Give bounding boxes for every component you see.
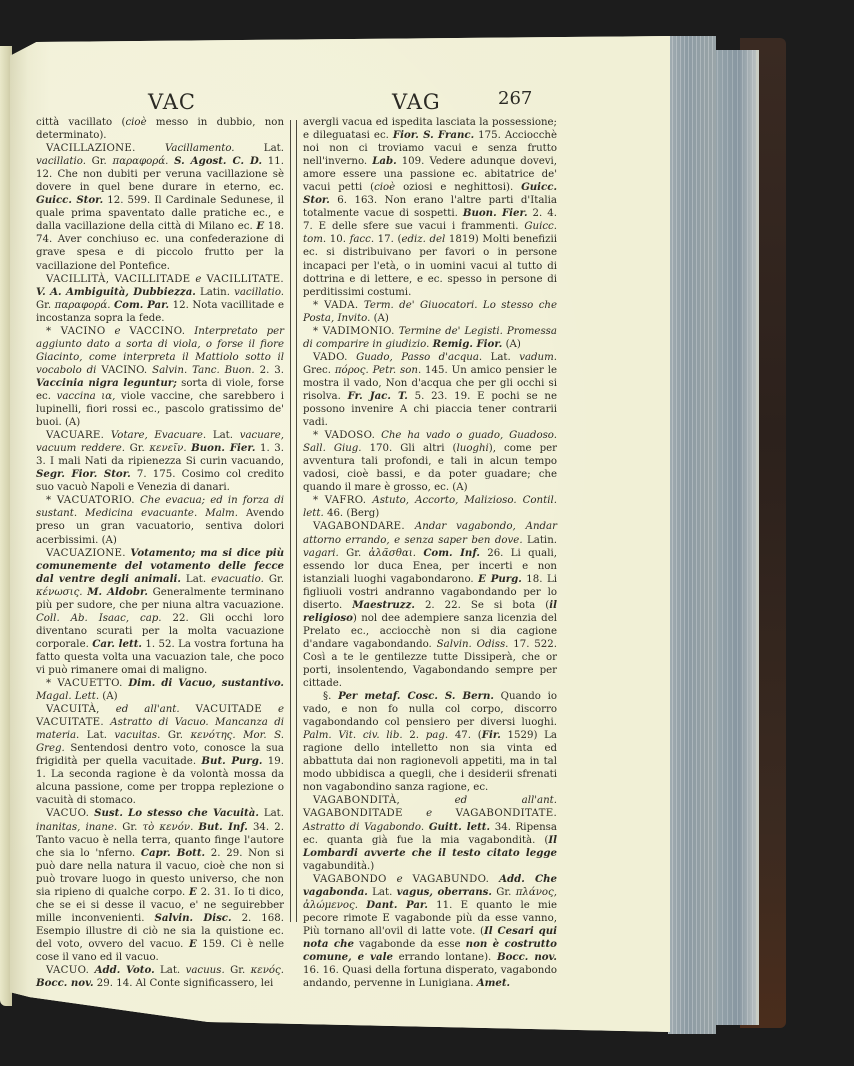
- entry-text: (A): [99, 691, 118, 703]
- citation: Segr. Fior. Stor.: [36, 468, 131, 481]
- entry-text: Sentendosi dentro voto, conosce la sua frigidità per quella vacuitade.: [36, 743, 284, 768]
- entry-text: [400, 795, 455, 806]
- italic-text: vacuare, vacuum reddere.: [36, 430, 284, 455]
- entry-text: 175. Acciocchè noi non ci troviamo vacui e senza frutto nell'inverno.: [303, 130, 557, 168]
- italic-text: Coll. Ab. Isaac, cap.: [36, 612, 162, 624]
- italic-text: Sall. Giug.: [303, 443, 362, 455]
- entry-text: Lat.: [154, 965, 186, 977]
- entry-text: 12. Nota vacillitade e incostanza sopra la fede.: [36, 299, 284, 324]
- entry-text: 2. 22. Se si bota (: [414, 599, 550, 611]
- italic-text: Votare, Evacuare.: [110, 430, 207, 442]
- entry-text: errando lontane).: [392, 952, 497, 963]
- citation: Com. Par.: [114, 298, 170, 311]
- headword: * VAFRO.: [313, 495, 367, 507]
- italic-text: Term. de' Giuocatori. Lo stesso che Posta, Invito.: [303, 299, 557, 324]
- entry-text: vagabundità.): [303, 860, 375, 872]
- italic-text: Contil. lett.: [303, 495, 557, 520]
- entry-text: viole vaccine, che sarebbero i lupinelli, fiori rossi ec., pascolo gratissimo de' buoi. (A): [36, 390, 284, 429]
- entry-text: [403, 874, 413, 885]
- citation: Bocc. nov.: [36, 977, 94, 990]
- dictionary-entry: [36, 142, 284, 272]
- entry-text: 2. 29. Non si può dare nella natura il vacuo, cioè che non si può trovare luogo in questo universo, che non sia ripieno di qualche corpo.: [36, 847, 284, 898]
- entry-text: 26. Li quali, essendo lor duca Enea, per incerti e non istanziali luoghi vagabondarono.: [303, 547, 557, 585]
- italic-text: e: [396, 873, 403, 885]
- entry-text: 34. Ripensa ec. quanta già fue la mia vagabondità. (: [303, 821, 557, 846]
- headword: * VADIMONIO.: [313, 325, 395, 337]
- dictionary-entry: [303, 351, 557, 429]
- page-number: 267: [498, 88, 533, 109]
- entry-text: Generalmente terminano più per sudore, che per niuna altra vacuazione.: [36, 586, 284, 611]
- entry-text: Gr.: [85, 156, 113, 168]
- column-divider: [290, 120, 297, 922]
- entry-text: vagabonde da esse: [354, 938, 466, 950]
- entry-text: 109. Vedere adunque dovevi, amore essere una passione ec. abitatrice de' vacui petti (: [303, 156, 557, 194]
- headword: VACUO.: [46, 965, 90, 977]
- italic-text: Termine de' Legisti. Promessa di comparire in giudizio.: [303, 325, 557, 350]
- citation: E: [189, 885, 197, 898]
- right-column: [303, 116, 557, 990]
- citation: Sust. Lo stesso che Vacuità.: [94, 807, 259, 820]
- italic-text: Mor. S. Greg.: [36, 730, 284, 755]
- citation: Dant. Par.: [366, 898, 428, 911]
- citation: Il Lombardi avverte che il testo citato legge: [303, 833, 557, 859]
- entry-text: 47. (: [448, 730, 482, 742]
- entry-text: 2.: [402, 730, 426, 742]
- italic-text: κενότης.: [190, 730, 236, 742]
- italic-text: Malm.: [205, 508, 238, 520]
- entry-text: [348, 352, 356, 363]
- entry-text: 1. 3. 3. I mali Nati da ripienezza Si curin vacuando,: [36, 443, 285, 468]
- entry-text: 170. Gli altri (: [361, 443, 457, 455]
- entry-text: [185, 326, 194, 337]
- headword: VAGABONDITATE.: [455, 808, 557, 820]
- entry-text: Gr.: [338, 547, 369, 559]
- headword: VACUITATE.: [36, 717, 104, 729]
- citation: Fior. S. Franc.: [392, 129, 475, 142]
- headword: VACUARE.: [46, 430, 105, 442]
- citation: E Purg.: [478, 572, 522, 585]
- entry-text: ) nol dee adempiere sanza licenzia del Prelato ec., acciocchè non si dia cagione d'andare vagabondando.: [303, 612, 557, 650]
- entry-text: Latin.: [522, 534, 557, 546]
- running-head-left: VAC: [148, 90, 196, 114]
- entry-text: 145. Un amico pensier le mostra il vado, Non d'acqua che per gli occhi si risolva.: [303, 364, 557, 402]
- entry-text: ), come per avventura tali profondi, e tali in alcun tempo vadosi, cioè bassi, e da poter guadare; che quando il mare è grosso, ec. (A): [303, 443, 557, 494]
- italic-text: παραφορά.: [54, 299, 111, 311]
- italic-text: vaccina ια,: [56, 390, 116, 402]
- running-head-right: VAG: [392, 90, 441, 114]
- headword: VAGABONDITADE: [303, 808, 403, 820]
- dictionary-entry: [36, 547, 284, 677]
- citation: Fir.: [481, 729, 501, 742]
- italic-text: Petr. son.: [372, 364, 422, 376]
- headword: VACUAZIONE.: [46, 547, 126, 559]
- dictionary-entry: [303, 873, 557, 990]
- headword: * VADOSO.: [313, 430, 376, 442]
- citation: But. Purg.: [201, 755, 263, 768]
- italic-text: luoghi: [456, 443, 489, 455]
- entry-text: Grec.: [303, 364, 335, 376]
- entry-text: Lat.: [258, 808, 284, 820]
- headword: VAGABONDO: [313, 873, 387, 885]
- headword: * VADA.: [313, 299, 359, 311]
- citation: Remig. Fior.: [432, 337, 503, 350]
- entry-text: §.: [323, 691, 339, 703]
- italic-text: cioè: [374, 182, 396, 194]
- citation: Lab.: [372, 155, 397, 168]
- dictionary-entry: [303, 429, 557, 494]
- entry-text: 11. 12. Che non dubiti per veruna vacillazione sè dovere in quel bene durare in eterno, ec.: [36, 156, 284, 194]
- italic-text: Astratto di Vagabondo.: [303, 821, 425, 833]
- italic-text: πόρος.: [334, 364, 369, 376]
- citation: S. Agost. C. D.: [174, 155, 263, 168]
- italic-text: ed all'ant.: [454, 795, 557, 807]
- citation: Guicc. Stor.: [303, 181, 557, 207]
- citation: E: [256, 220, 265, 233]
- entry-text: Avendo preso un gran vacuatorio, sentiva dolori acerbissimi. (A): [36, 508, 284, 546]
- entry-text: 22. Gli occhi loro diventano scurati per la molta vacuazione corporale.: [36, 612, 284, 650]
- dictionary-entry: [303, 794, 557, 872]
- italic-text: Guado, Passo d'acqua.: [356, 351, 483, 363]
- left-column: [36, 116, 284, 990]
- entry-text: VACINO.: [96, 364, 153, 376]
- entry-continuation: [36, 116, 284, 142]
- entry-text: [136, 143, 165, 154]
- italic-text: cioè: [125, 117, 147, 128]
- entry-text: 34. 2. Tanto vacuo è nella terra, quanto finge l'autore che sia lo 'nferno.: [36, 821, 284, 859]
- citation: But. Inf.: [198, 820, 248, 833]
- entry-text: [262, 704, 278, 715]
- entry-text: [100, 704, 116, 715]
- italic-text: Salvin. Tanc. Buon.: [152, 364, 255, 376]
- entry-text: 10.: [326, 234, 350, 246]
- entry-text: Quando io vado, e non fo nulla col corpo, discorro vagabondando col pensiero per diversi luoghi.: [303, 691, 557, 729]
- italic-text: ἀλᾶσθαι.: [368, 547, 416, 559]
- entry-text: [403, 808, 426, 819]
- entry-text: Lat.: [482, 351, 520, 363]
- dictionary-entry: [36, 273, 284, 325]
- entry-text: Gr.: [36, 299, 55, 311]
- entry-text: avergli vacua ed ispedita lasciata la possessione; e dileguatasi ec.: [303, 117, 557, 142]
- citation: Vaccinia nigra leguntur;: [36, 376, 177, 389]
- headword: VAGABONDARE.: [313, 521, 405, 533]
- headword: VACILLAZIONE.: [46, 143, 136, 155]
- entry-text: 19. 1. La seconda ragione è da volontà mossa da alcuna passione, come per troppa replezione o vacuità di stomaco.: [36, 756, 284, 807]
- entry-text: [236, 730, 243, 741]
- citation: Amet.: [476, 977, 511, 990]
- italic-text: κενεῖν.: [149, 443, 187, 455]
- citation: Capr. Bott.: [140, 846, 206, 859]
- dictionary-entry: [36, 494, 284, 546]
- italic-text: τὸ κενόν.: [142, 821, 194, 833]
- entry-text: 1819) Molti benefizii ec. si distribuivano per favori o in persone incapaci per l'età, o in uomini vacui al tutto di dottrina e di lettere, e ec. spesso in persone di perditissimi costumi.: [303, 234, 557, 298]
- italic-text: Vacillamento.: [164, 143, 235, 155]
- entry-text: [104, 430, 111, 441]
- entry-text: 17. 522. Così a te le gentilezze tutte Dissiperà, che or porti, insolentendo, Vagabondando sempre per cittade.: [303, 638, 557, 690]
- entry-text: 7. 175. Cosimo col credito suo vacuò Napoli e Venezia di danari.: [36, 469, 284, 494]
- dictionary-entry: [36, 677, 284, 703]
- italic-text: Salvin. Odiss.: [436, 638, 509, 650]
- citation: Car. lett.: [92, 637, 142, 650]
- entry-text: [432, 808, 455, 819]
- italic-text: vagari.: [303, 547, 339, 559]
- headword: VACCINO.: [129, 325, 186, 337]
- citation: Per metaf. Cosc. S. Bern.: [338, 690, 494, 703]
- citation: M. Aldobr.: [87, 585, 148, 598]
- citation: Fr. Jac. T.: [347, 389, 408, 402]
- entry-text: 2. 4. 7. E delle sfere sue vacui i frammenti.: [303, 208, 557, 233]
- italic-text: e: [426, 808, 433, 820]
- italic-text: e: [114, 325, 121, 337]
- italic-text: κένωσις.: [36, 586, 83, 598]
- entry-continuation: [303, 116, 557, 299]
- entry-text: Gr.: [160, 730, 191, 742]
- entry-text: 1. 52. La vostra fortuna ha fatto questa volta una vacuazion tale, che poco vi può rimanere omai di maligno.: [36, 638, 285, 676]
- citation: Guicc. Stor.: [36, 194, 104, 207]
- entry-text: 2. 168. Esempio illustre di ciò ne sia la quistione ec. del voto, ovvero del vacuo.: [36, 912, 284, 950]
- citation: Com. Inf.: [423, 546, 480, 559]
- citation: vagus, oberrans.: [396, 885, 492, 898]
- entry-text: 12. 599. Il Cardinale Sedunese, il quale prima spaventato dalle pratiche ec., e dalla vacillazione della città di Milano ec.: [36, 195, 285, 233]
- entry-text: oziosi e neghittosi).: [395, 182, 522, 194]
- sub-entry: [303, 690, 557, 794]
- italic-text: e: [195, 273, 202, 285]
- citation: Maestruzz.: [352, 598, 415, 611]
- citation: Votamento; ma si dice più comunemente del votamento delle fecce dal ventre degli animali.: [36, 546, 285, 585]
- entry-text: Lat.: [367, 886, 397, 898]
- entry-text: [489, 874, 499, 885]
- dictionary-entry: [36, 807, 284, 964]
- entry-text: 5. 23. 19. E pochi se ne possono invenire A chi piaccia tener contrarii vadi.: [303, 390, 558, 429]
- entry-text: [387, 874, 397, 885]
- italic-text: vacillatio.: [36, 156, 86, 168]
- headword: VAGABONDITÀ,: [313, 795, 401, 807]
- dictionary-entry: [303, 325, 557, 351]
- entry-text: sorta di viole, forse ec.: [36, 377, 285, 402]
- headword: VAGABUNDO.: [412, 873, 490, 885]
- italic-text: pag.: [425, 730, 449, 742]
- italic-text: Magal. Lett.: [36, 691, 100, 703]
- entry-text: 11. E quanto le mie pecore rimote E vagabonde più da esse vanno, Più tornano all'ovil di latte vote. (: [303, 899, 557, 937]
- italic-text: ediz. del: [401, 234, 446, 246]
- headword: VACUO.: [46, 808, 90, 820]
- dictionary-entry: [36, 429, 284, 494]
- entry-text: 46. (Berg): [323, 508, 380, 520]
- headword: VACILLITATE.: [206, 273, 284, 285]
- entry-text: 29. 14. Al Conte significassero, lei: [93, 978, 274, 990]
- italic-text: πλάνος, ἀλώμενος.: [303, 886, 557, 911]
- entry-text: Latin.: [195, 286, 235, 298]
- citation: Buon. Fier.: [462, 207, 528, 220]
- citation: Bocc. nov.: [496, 951, 557, 963]
- italic-text: vacuitas.: [114, 730, 161, 742]
- citation: Guitt. lett.: [428, 820, 491, 833]
- citation: Buon. Fier.: [191, 442, 256, 455]
- entry-text: Gr.: [263, 573, 284, 585]
- citation: Add. Voto.: [94, 964, 155, 977]
- headword: VACILLITÀ, VACILLITADE: [46, 273, 191, 285]
- italic-text: facc.: [349, 234, 375, 246]
- headword: * VACUETTO.: [46, 678, 123, 690]
- italic-text: evacuatio.: [211, 573, 264, 585]
- citation: Il Cesari qui nota che: [303, 924, 557, 950]
- italic-text: παραφορά.: [112, 156, 169, 168]
- entry-text: Gr.: [491, 886, 516, 898]
- entry-text: Gr.: [117, 821, 143, 833]
- entry-text: 2. 3.: [254, 364, 284, 376]
- italic-text: Che ha vado o guado, Guadoso.: [381, 430, 557, 442]
- italic-text: vacillatio.: [234, 286, 285, 298]
- dictionary-entry: [303, 520, 557, 690]
- italic-text: vacuus.: [185, 965, 225, 977]
- page-fore-edge: [668, 36, 716, 1034]
- headword: VACUITÀ,: [46, 704, 100, 716]
- dictionary-entry: [303, 494, 557, 520]
- entry-text: 6. 163. Non erano l'altre parti d'Italia totalmente vacue di sospetti.: [303, 195, 557, 220]
- entry-text: [405, 521, 415, 532]
- headword: * VACUATORIO.: [46, 495, 135, 507]
- entry-text: Gr.: [125, 443, 150, 455]
- entry-text: 18. Li figliuoli vostri andranno vagabondando per lo diserto.: [303, 573, 557, 611]
- entry-text: Lat.: [234, 143, 284, 155]
- entry-text: 17. (: [374, 234, 402, 246]
- entry-text: 2. 31. Io ti dico, che se ei si desse il vacuo, e' ne seguirebber mille inconvenienti.: [36, 886, 285, 924]
- italic-text: Andar vagabondo, Andar attorno errando, e senza saper ben dove.: [303, 521, 557, 546]
- citation: E: [188, 937, 197, 950]
- italic-text: Guicc. tom.: [303, 221, 557, 246]
- citation: non è costrutto comune, e vale: [303, 937, 557, 963]
- citation: Dim. di Vacuo, sustantivo.: [128, 677, 284, 690]
- italic-text: inanitas, inane.: [36, 821, 118, 833]
- entry-text: [180, 704, 196, 715]
- dictionary-entry: [36, 325, 284, 429]
- entry-text: Lat.: [79, 730, 115, 742]
- dictionary-entry: [36, 703, 284, 807]
- page-block-back: [712, 50, 759, 1025]
- entry-text: città vacillato (: [36, 117, 126, 128]
- entry-text: Gr.: [224, 965, 251, 977]
- italic-text: vadum.: [519, 351, 557, 363]
- entry-text: 18. 74. Aver conchiuso ec. una confederazione di grave spesa e di piccolo frutto per la vacillazione del Pontefice.: [36, 221, 284, 272]
- entry-text: messo in dubbio, non determinato).: [36, 117, 285, 142]
- italic-text: Astratto di Vacuo. Mancanza di materia.: [36, 717, 284, 742]
- entry-text: (A): [502, 338, 521, 350]
- headword: * VACINO: [46, 325, 106, 337]
- citation: Add. Che vagabonda.: [303, 872, 558, 898]
- italic-text: κενός.: [250, 965, 284, 977]
- citation: V. A. Ambiguità, Dubbiezza.: [36, 285, 196, 298]
- entry-text: 159. Ci è nelle cose il vano ed il vacuo.: [36, 938, 284, 963]
- entry-text: Lat.: [206, 430, 240, 442]
- entry-text: (A): [370, 312, 389, 324]
- entry-text: 1529) La ragione dello intelletto non sia vinta ed abbattuta dai non ragionevoli appetiti, ma in tal modo ubbidisca a quegli, che i desiderii sfrenati non vagabondino sanza ragione, ec.: [303, 730, 558, 794]
- italic-text: Palm. Vit. civ. lib.: [303, 730, 403, 742]
- citation: Salvin. Disc.: [154, 911, 232, 924]
- italic-text: e: [277, 704, 284, 716]
- italic-text: ed all'ant.: [115, 704, 180, 716]
- italic-text: Interpretato per aggiunto dato a sorta di viola, o forse il fiore Giacinto, come interpreta il Mattiolo sotto il vocabolo di: [36, 325, 284, 376]
- headword: VADO.: [313, 351, 348, 363]
- entry-text: Lat.: [180, 573, 212, 585]
- italic-text: Astuto, Accorto, Malizioso.: [372, 495, 517, 507]
- italic-text: Che evacua; ed in forza di sustant. Medicina evacuante.: [36, 495, 284, 520]
- entry-text: 16. 16. Quasi della fortuna disperato, vagabondo andando, pervenne in Lunigiana.: [303, 965, 557, 990]
- dictionary-entry: [303, 299, 557, 325]
- citation: il religioso: [303, 598, 557, 624]
- headword: VACUITADE: [195, 704, 262, 716]
- dictionary-entry: [36, 964, 284, 990]
